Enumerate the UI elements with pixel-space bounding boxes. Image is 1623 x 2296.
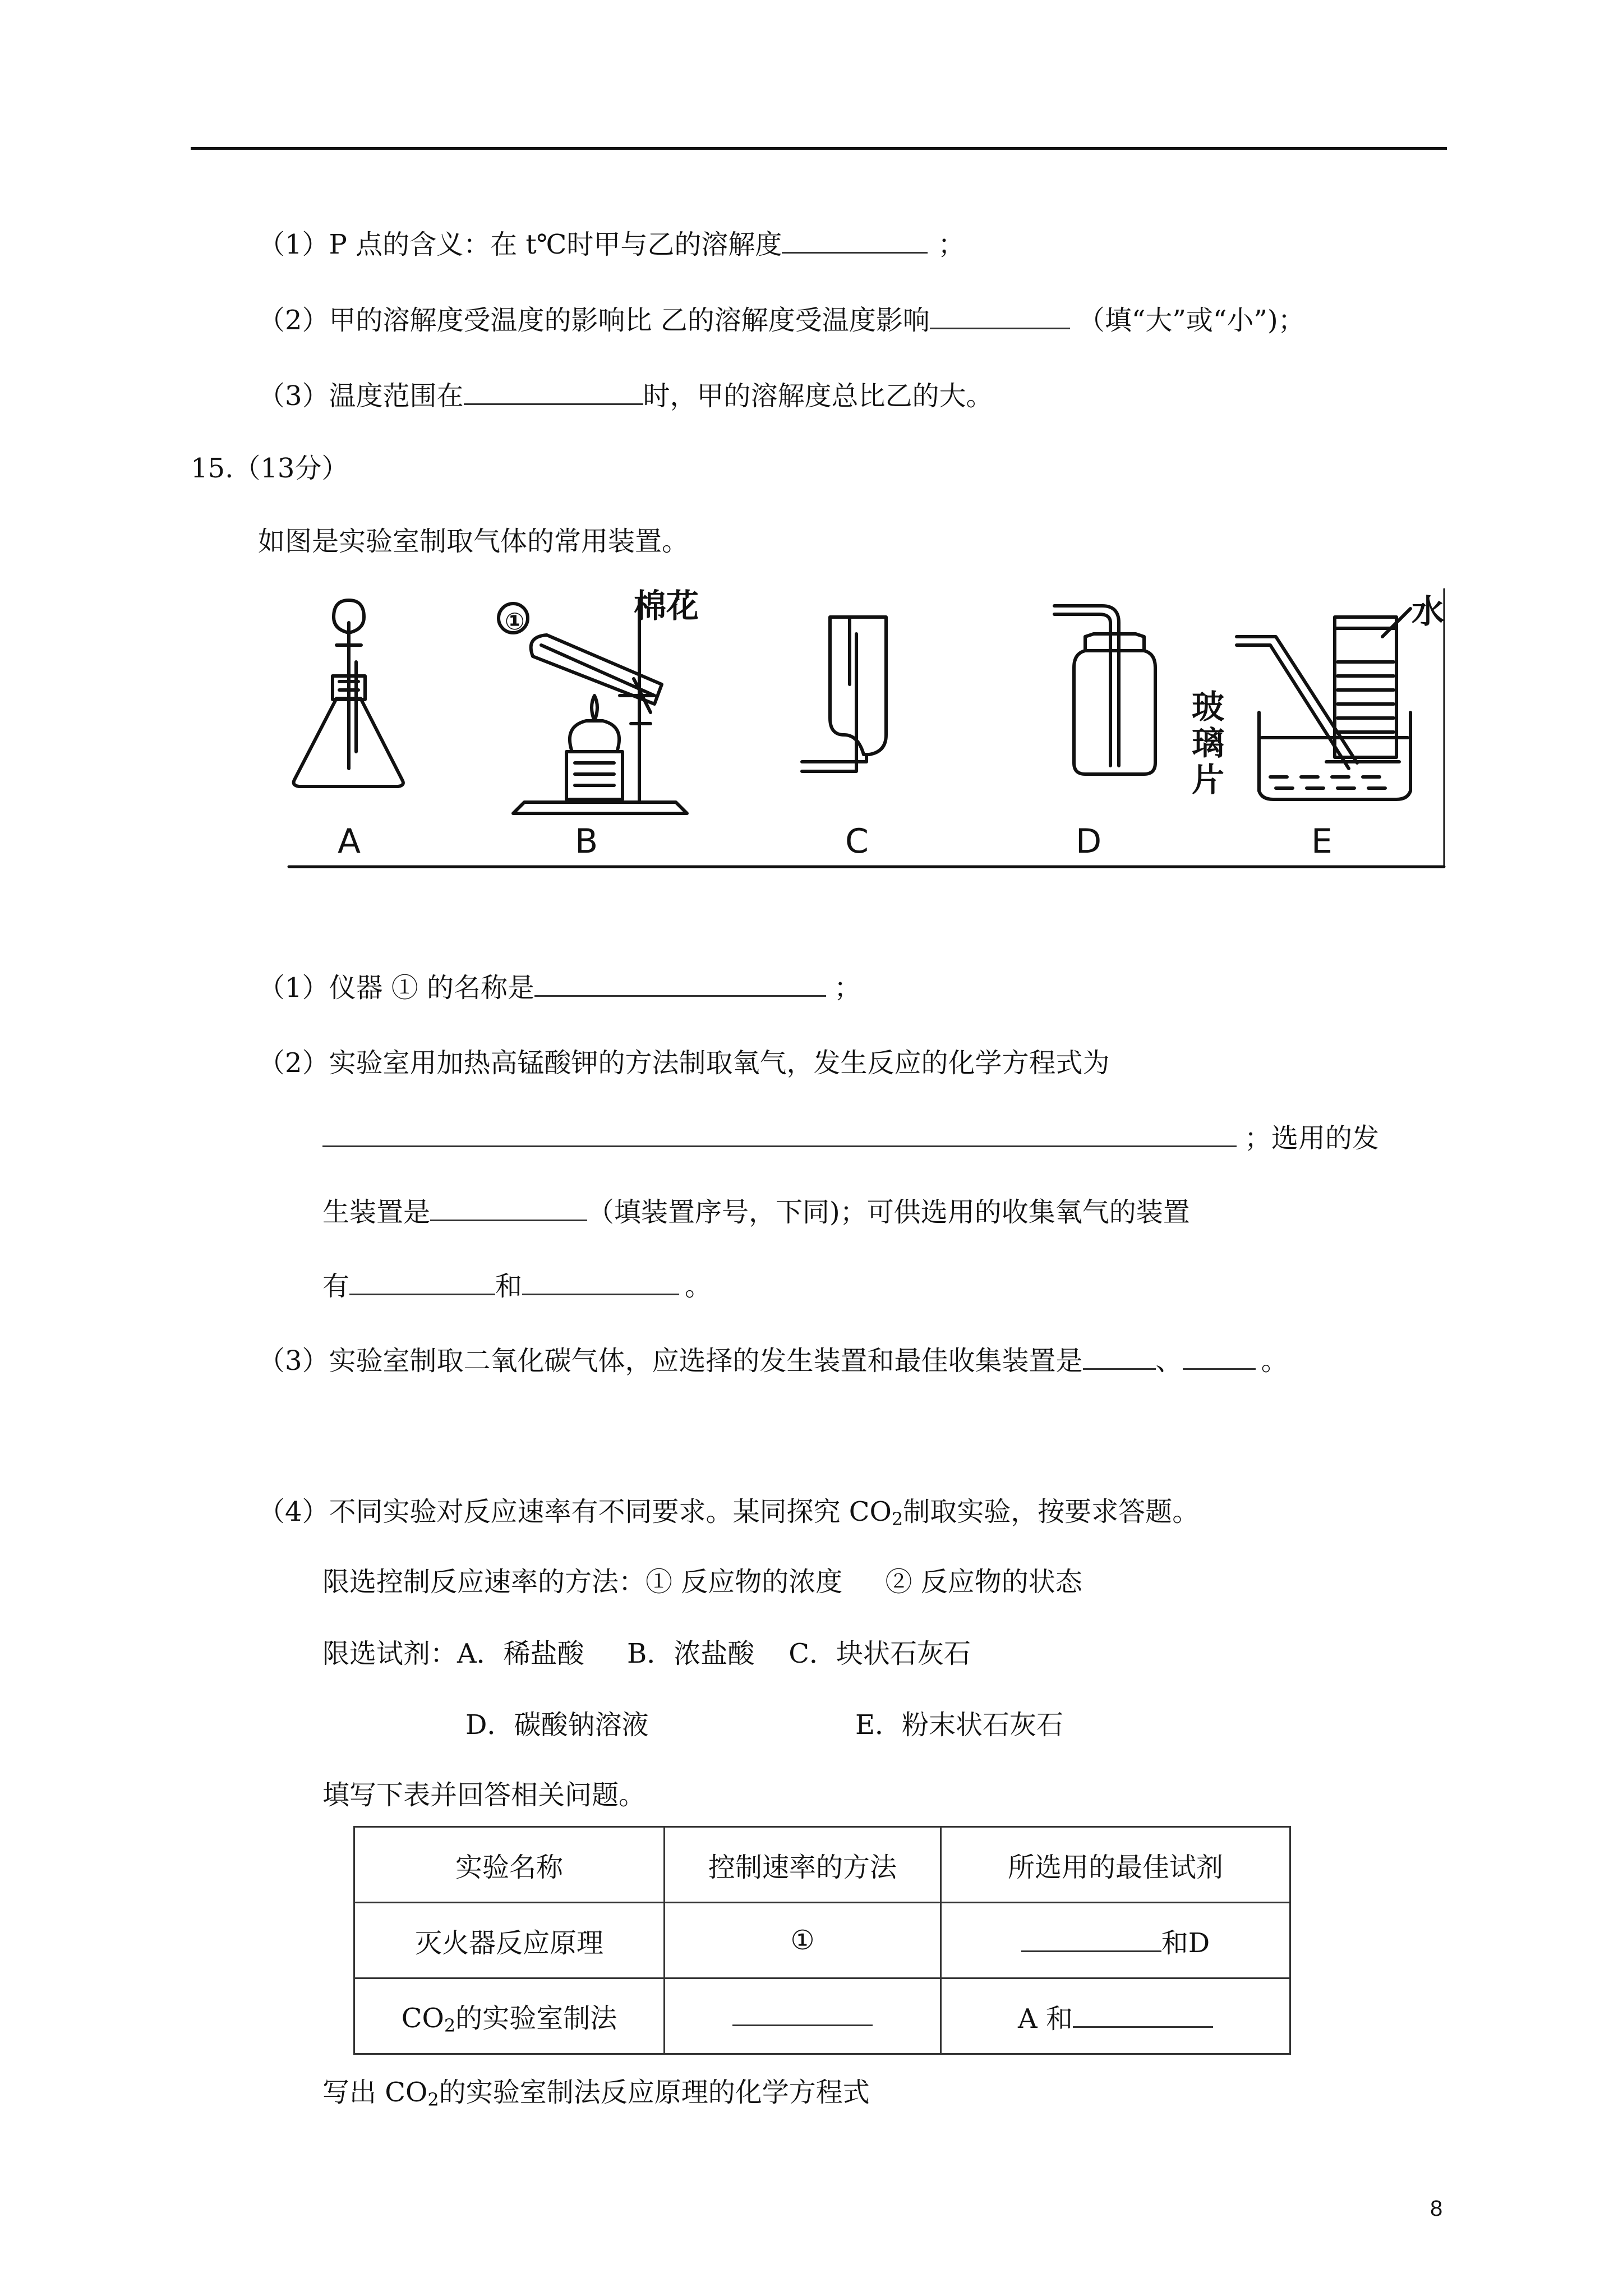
answer-blank[interactable] — [534, 970, 826, 997]
table-row — [354, 1903, 1290, 1978]
table-cell: 灭火器反应原理 — [354, 1903, 665, 1978]
q15-part-2-line4: 有 和 。 — [322, 1269, 712, 1303]
q14-item-2: （2）甲的溶解度受温度的影响比 乙的溶解度受温度影响 （填“大”或“小”)； — [258, 303, 1305, 337]
q15-part-4: （4）不同实验对反应速率有不同要求。某同探究 $CO_2$制取实验，按要求答题。 — [258, 1496, 1200, 1530]
reagent-e: E．粉末状石灰石 — [855, 1709, 1064, 1741]
q15-header: 15.（13分） — [191, 453, 349, 484]
label-e: E — [1311, 822, 1332, 861]
final-equation-prompt: 写出 $CO_2$的实验室制法反应原理的化学方程式 — [322, 2077, 870, 2110]
answer-blank[interactable] — [1021, 1926, 1161, 1952]
answer-blank[interactable] — [349, 1269, 495, 1295]
col-header: 控制速率的方法 — [665, 1827, 941, 1903]
top-rule — [191, 147, 1447, 150]
label-c: C — [845, 822, 869, 861]
lab-apparatus-figure — [283, 583, 1447, 875]
apparatus-e-water-displacement — [1237, 609, 1410, 799]
answer-blank[interactable] — [732, 2000, 873, 2026]
cotton-label: 棉花 — [634, 587, 699, 625]
circled-number-label: ① — [505, 608, 525, 635]
apparatus-d-upward-air — [1054, 606, 1155, 774]
equation-blank[interactable] — [322, 1121, 1237, 1147]
apparatus-c-downward-air — [802, 617, 886, 771]
answer-blank[interactable] — [1083, 1343, 1156, 1370]
answer-blank[interactable] — [930, 303, 1070, 329]
table-cell: 和D — [941, 1903, 1290, 1978]
experiment-table — [353, 1826, 1291, 2055]
glass-plate-label-1: 玻 — [1192, 688, 1225, 726]
apparatus-a-conical-flask — [294, 600, 403, 786]
rate-methods: 限选控制反应速率的方法：① 反应物的浓度 ② 反应物的状态 — [322, 1566, 1082, 1598]
page-number: 8 — [1430, 2196, 1443, 2221]
q14-item-1: （1）P 点的含义：在 t℃时甲与乙的溶解度 ； — [258, 227, 965, 261]
q15-part-2-line3: 生装置是 （填装置序号，下同)；可供选用的收集氧气的装置 — [322, 1195, 1190, 1229]
apparatus-b-heating-setup — [513, 600, 687, 813]
q14-item-3: （3）温度范围在 时，甲的溶解度总比乙的大。 — [258, 379, 993, 413]
reagents-line-1: 限选试剂：A．稀盐酸 B．浓盐酸 C．块状石灰石 — [322, 1638, 971, 1669]
label-b: B — [575, 822, 598, 861]
answer-blank[interactable] — [430, 1195, 587, 1221]
q15-part-2-line2: ；选用的发 — [322, 1121, 1379, 1155]
table-cell: A 和 — [941, 1978, 1290, 2054]
col-header: 实验名称 — [354, 1827, 665, 1903]
q15-part-2: （2）实验室用加热高锰酸钾的方法制取氧气，发生反应的化学方程式为 — [258, 1047, 1110, 1079]
table-cell: ① — [665, 1903, 941, 1978]
table-cell — [665, 1978, 941, 2054]
answer-blank[interactable] — [522, 1269, 679, 1295]
q15-part-3: （3）实验室制取二氧化碳气体，应选择的发生装置和最佳收集装置是 、 。 — [258, 1343, 1288, 1378]
label-d: D — [1076, 822, 1102, 861]
reagent-d: D．碳酸钠溶液 — [465, 1709, 649, 1741]
answer-blank[interactable] — [1183, 1343, 1256, 1370]
answer-blank[interactable] — [782, 227, 928, 254]
glass-plate-label-3: 片 — [1192, 761, 1225, 799]
table-cell: $CO_2$的实验室制法 — [354, 1978, 665, 2054]
label-a: A — [338, 822, 361, 861]
answer-blank[interactable] — [1073, 2001, 1213, 2028]
answer-blank[interactable] — [464, 379, 643, 405]
q15-intro: 如图是实验室制取气体的常用装置。 — [258, 526, 689, 557]
fill-table-instruction: 填写下表并回答相关问题。 — [322, 1779, 646, 1811]
water-label: 水 — [1412, 592, 1445, 631]
table-header-row — [354, 1827, 1290, 1903]
table-row — [354, 1978, 1290, 2054]
col-header: 所选用的最佳试剂 — [941, 1827, 1290, 1903]
q15-part-1: （1）仪器 ① 的名称是 ； — [258, 970, 861, 1005]
glass-plate-label-2: 璃 — [1192, 724, 1225, 762]
